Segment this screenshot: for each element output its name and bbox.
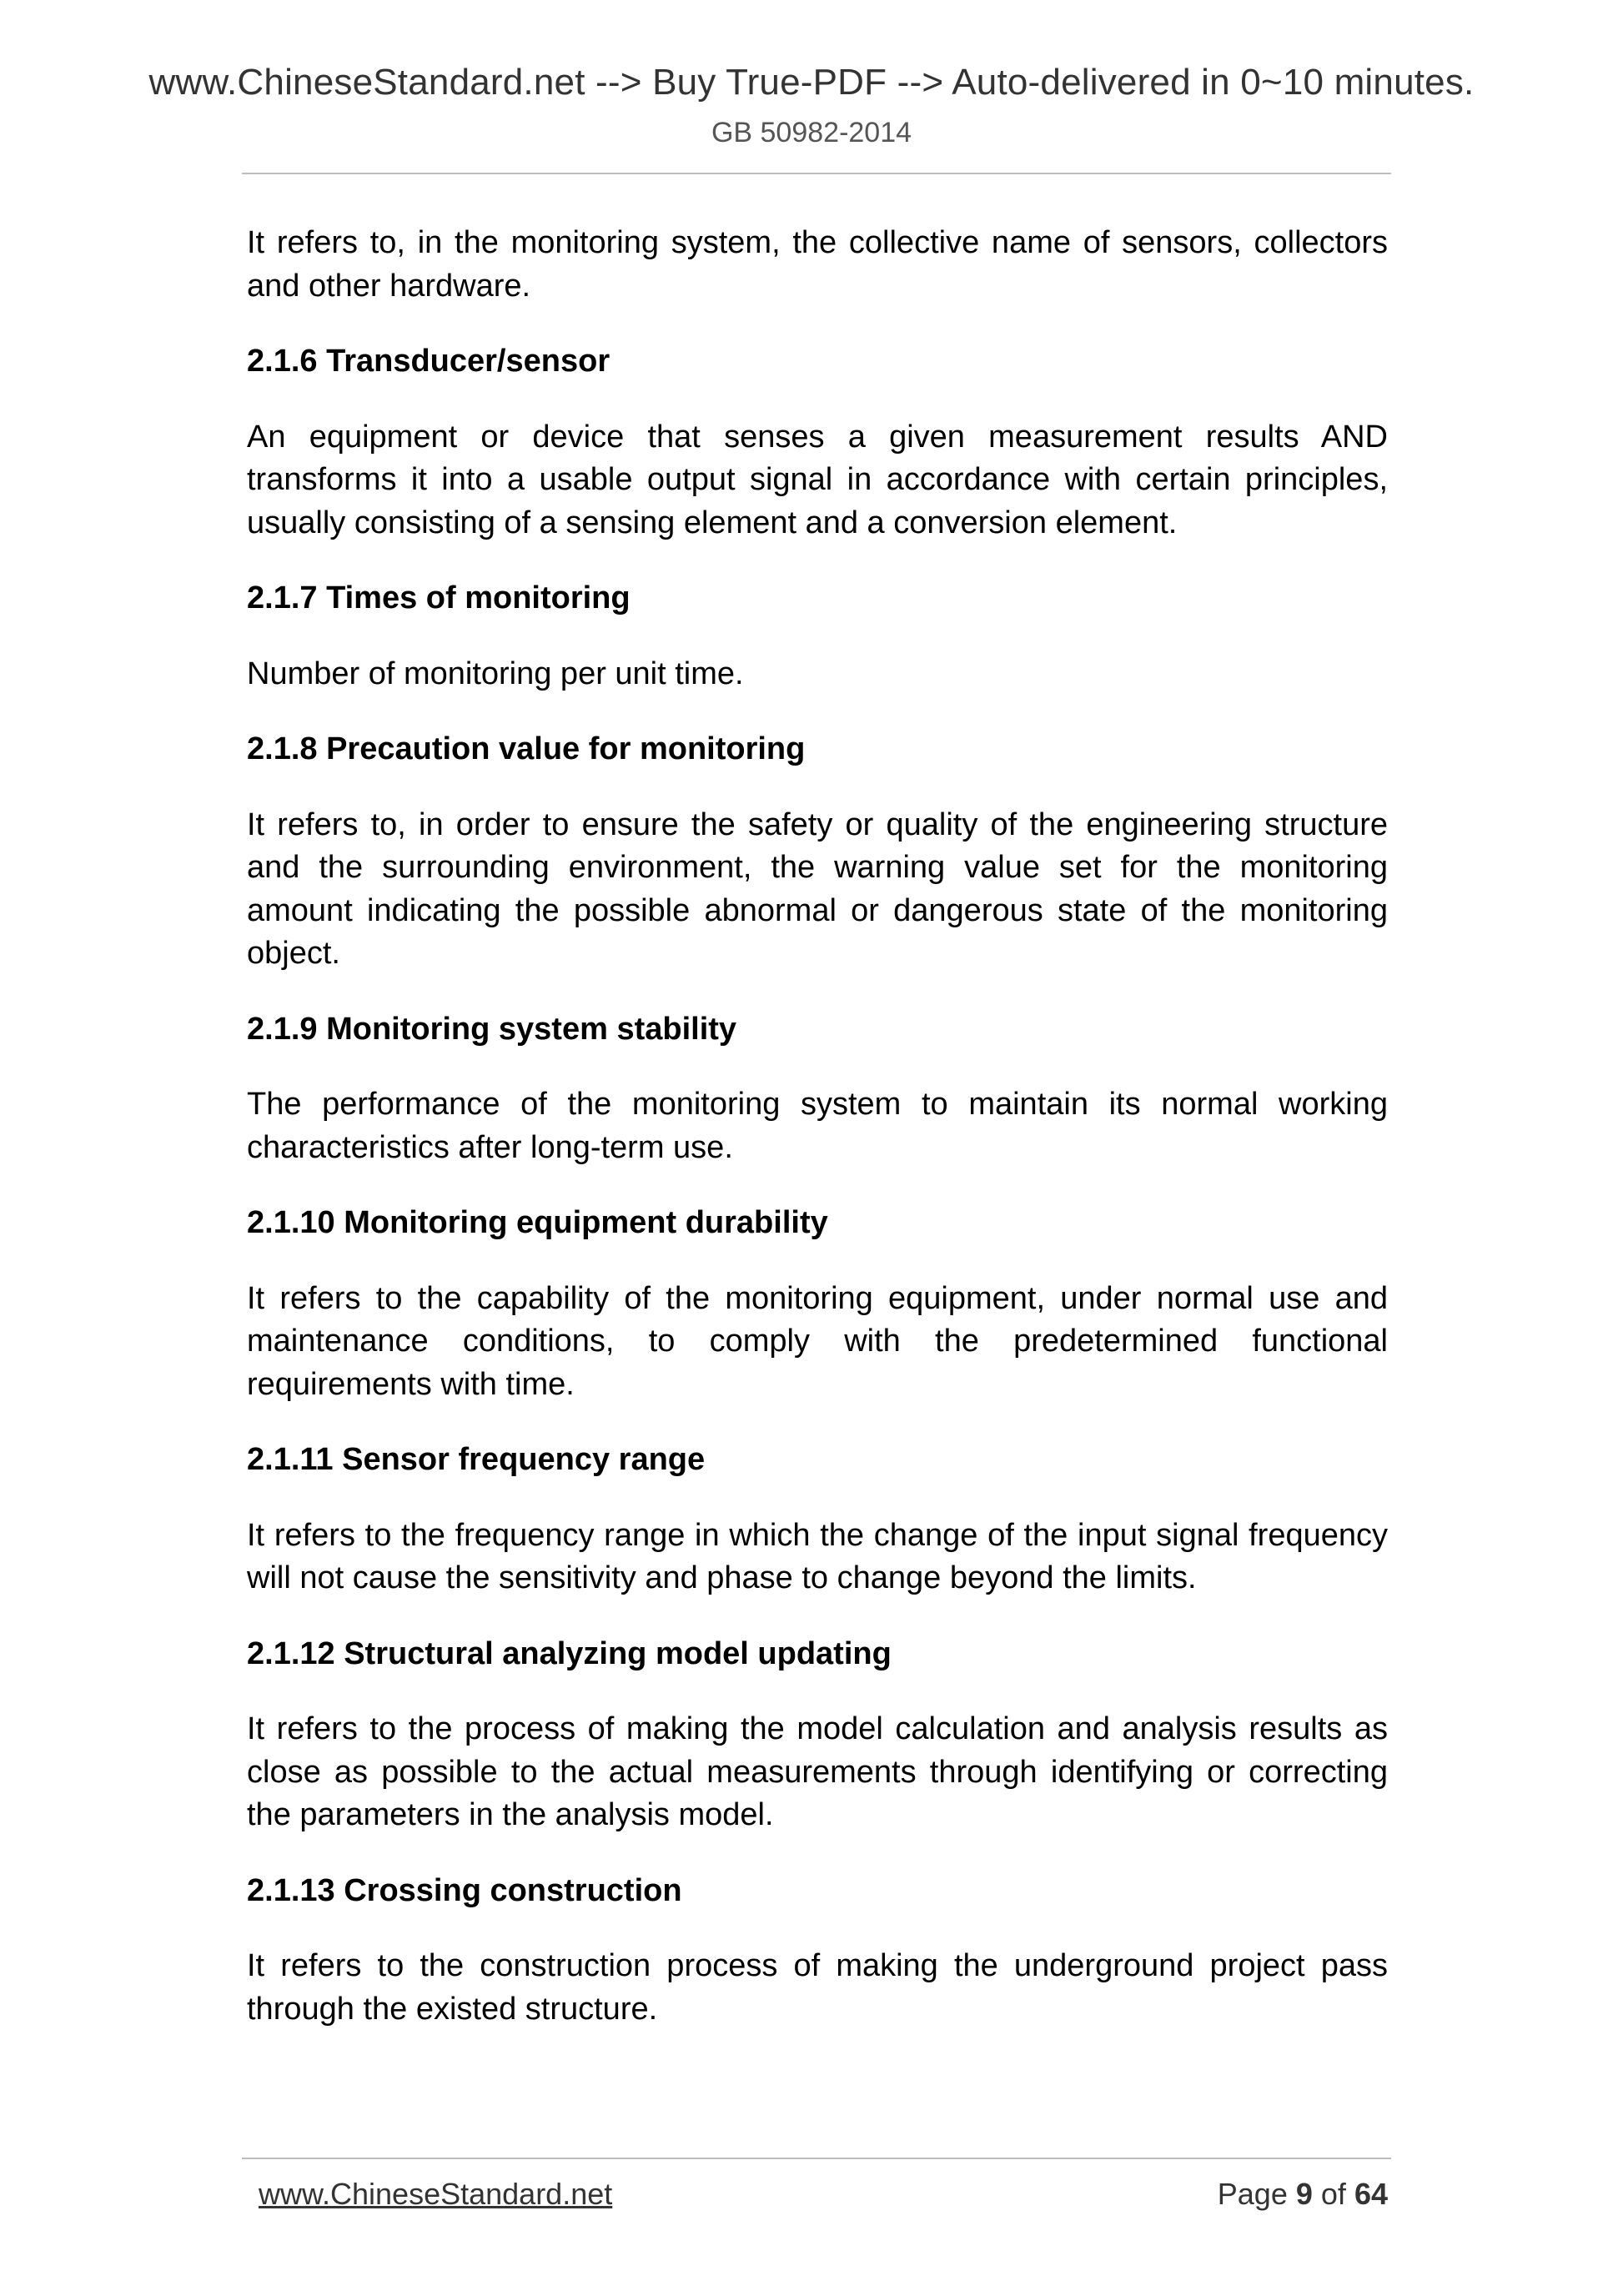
paragraph: It refers to the frequency range in which the change of the input signal frequency will not cause the sensitivity and phase to change beyond the limits. [247, 1517, 1388, 1595]
section-heading: 2.1.10 Monitoring equipment durability [247, 1205, 828, 1240]
standard-code: GB 50982-2014 [711, 117, 912, 148]
section-heading: 2.1.11 Sensor frequency range [247, 1442, 706, 1477]
paragraph: The performance of the monitoring system to maintain its normal working characteristics after long-term use. [247, 1087, 1388, 1165]
section-heading: 2.1.6 Transducer/sensor [247, 344, 611, 379]
page-total: 64 [1354, 2177, 1388, 2211]
section-heading: 2.1.12 Structural analyzing model updating [247, 1635, 892, 1671]
page-prefix: Page [1217, 2177, 1288, 2211]
page-of: of [1320, 2177, 1346, 2211]
paragraph: It refers to the process of making the model calculation and analysis results as close as possible to the actual measurements through identifying or correcting the parameters in the analysis model. [247, 1711, 1388, 1832]
section-heading: 2.1.7 Times of monitoring [247, 580, 631, 615]
page-number: 9 [1295, 2177, 1313, 2211]
section-heading: 2.1.8 Precaution value for monitoring [247, 731, 806, 766]
section-heading: 2.1.9 Monitoring system stability [247, 1011, 737, 1047]
paragraph: It refers to, in order to ensure the safety or quality of the engineering structure and the surrounding environment, the warning value set for the monitoring amount indicating the possible abnormal or dangerous state of the monitoring object. [247, 806, 1388, 971]
section-heading: 2.1.13 Crossing construction [247, 1872, 682, 1908]
footer-divider [242, 2158, 1391, 2159]
header-divider [242, 173, 1391, 174]
footer-site-link[interactable]: www.ChineseStandard.net [259, 2177, 613, 2211]
paragraph: It refers to, in the monitoring system, the collective name of sensors, collectors and other hardware. [247, 225, 1388, 304]
paragraph: An equipment or device that senses a given measurement results AND transforms it into a usable output signal in accordance with certain principles, usually consisting of a sensing element and a conversion element. [247, 419, 1388, 540]
header-banner: www.ChineseStandard.net --> Buy True-PDF --> Auto-delivered in 0~10 minutes. [148, 62, 1475, 103]
paragraph: Number of monitoring per unit time. [247, 656, 744, 691]
document-body [247, 222, 1388, 2063]
paragraph: It refers to the capability of the monitoring equipment, under normal use and maintenance conditions, to comply with the predetermined functional requirements with time. [247, 1280, 1388, 1402]
paragraph: It refers to the construction process of making the underground project pass through the existed structure. [247, 1948, 1388, 2027]
page-indicator [1218, 2177, 1388, 2212]
